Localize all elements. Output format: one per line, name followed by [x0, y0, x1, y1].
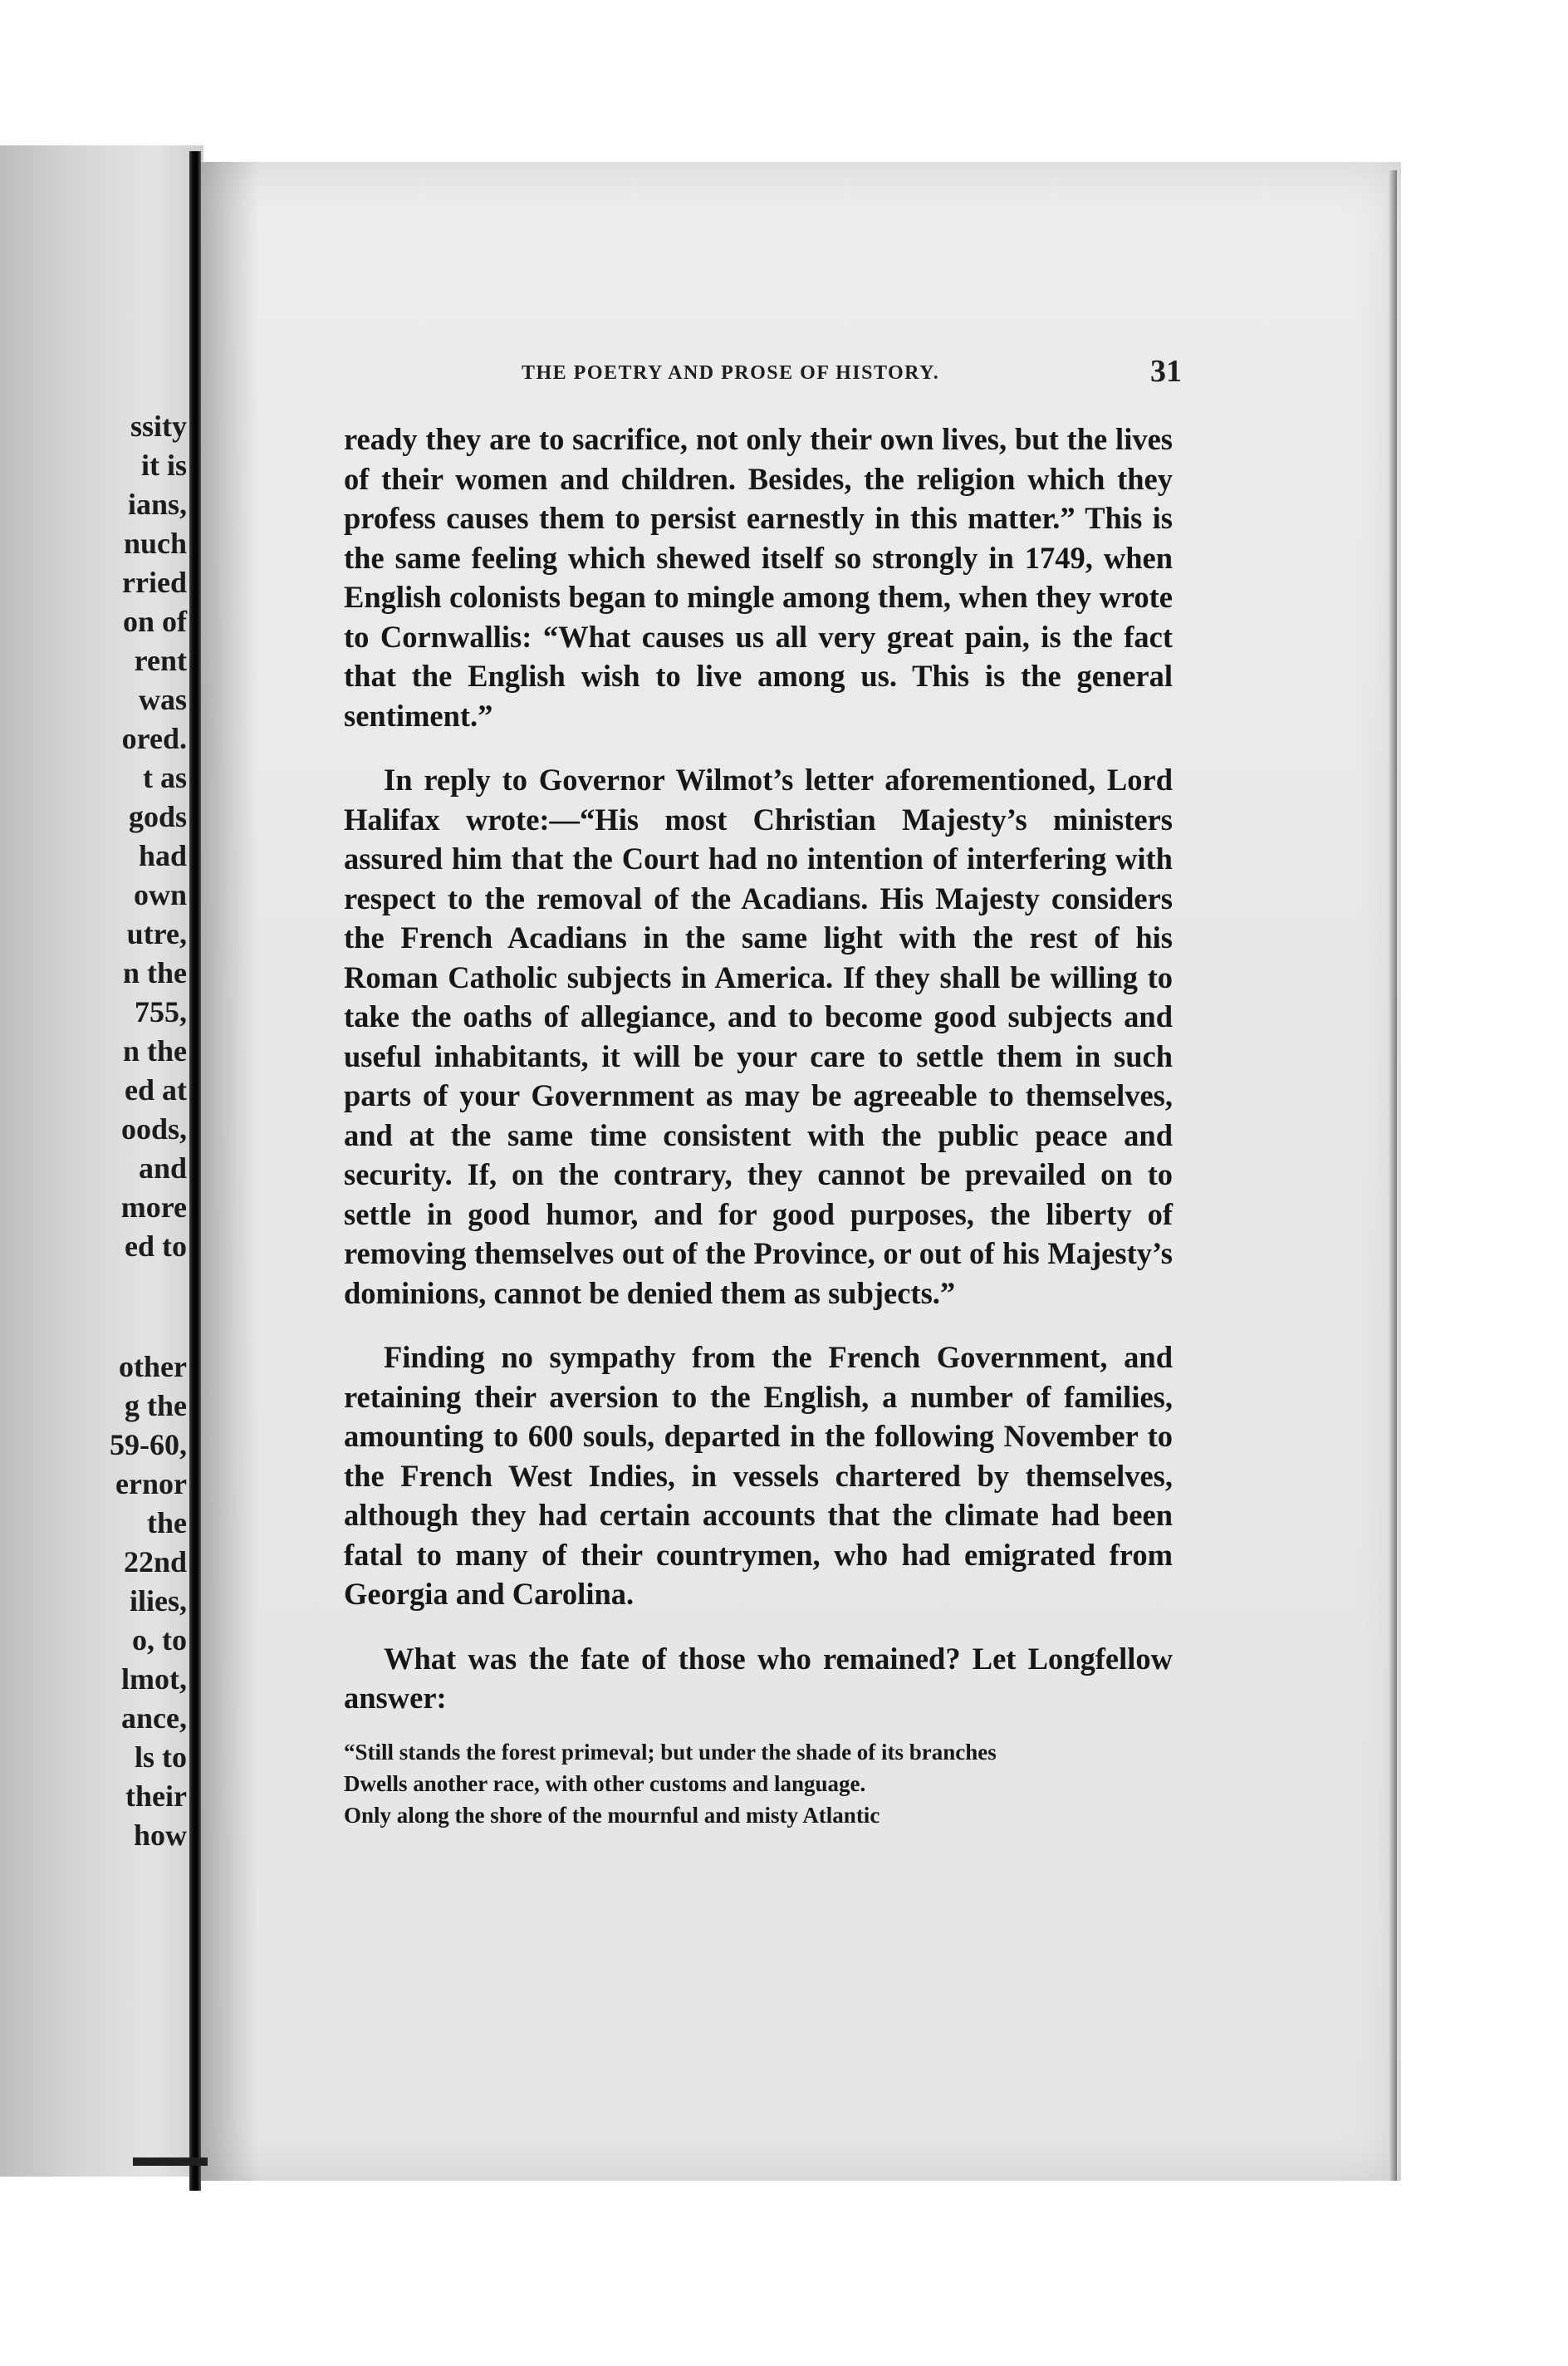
- page-number: 31: [1150, 354, 1182, 389]
- page-body: [344, 420, 1173, 1831]
- left-fragment: on of: [122, 605, 187, 638]
- left-fragment: n the: [122, 956, 187, 989]
- left-fragment: their: [125, 1779, 187, 1813]
- page-edge: [1389, 170, 1397, 2181]
- left-fragment: utre,: [126, 917, 187, 950]
- left-fragment: gods: [128, 800, 187, 833]
- left-fragment: g the: [125, 1389, 187, 1422]
- left-fragment: and: [138, 1151, 187, 1185]
- left-fragment: ians,: [127, 488, 187, 521]
- poem-quotation: [344, 1736, 1173, 1831]
- book-gutter-foot: [133, 2157, 208, 2166]
- left-fragment: other: [119, 1350, 187, 1383]
- left-fragment: rried: [122, 566, 187, 599]
- left-fragment: oods,: [120, 1112, 187, 1146]
- left-fragment: t as: [143, 761, 187, 794]
- left-fragment: ance,: [121, 1701, 187, 1735]
- left-fragment: ls to: [135, 1740, 187, 1774]
- left-fragment: ssity: [130, 410, 187, 443]
- left-fragment: 22nd: [123, 1545, 187, 1578]
- paragraph: ready they are to sacrifice, not only their own lives, but the lives of their women and children. Besides, the religion which they profess causes them to persist earnestly in this matter.” This is the same feeling which shewed itself so strongly in 1749, when English colonists began to mingle among them, when they wrote to Cornwallis: “What causes us all very great pain, is the fact that the English wish to live among us. This is the general sentiment.”: [344, 422, 1173, 733]
- left-fragment: n the: [122, 1034, 187, 1068]
- poem-line: Dwells another race, with other customs and language.: [344, 1770, 866, 1796]
- left-page-text-fragments-top: [0, 407, 187, 1266]
- page-gutter-shadow: [201, 162, 259, 2181]
- paragraph: Finding no sympathy from the French Government, and retaining their aversion to the English, a number of families, amounting to 600 souls, departed in the following November to the French West Indies, in vessels chartered by themselves, although they had certain accounts that the climate had been fatal to many of their countrymen, who had emigrated from Georgia and Carolina.: [344, 1340, 1173, 1611]
- left-fragment: ernor: [115, 1467, 187, 1500]
- poem-line: “Still stands the forest primeval; but under the shade of its branches: [344, 1739, 997, 1765]
- left-fragment: was: [138, 683, 187, 716]
- book-gutter: [189, 151, 201, 2191]
- left-fragment: ed at: [125, 1073, 187, 1107]
- left-fragment: own: [133, 878, 187, 911]
- left-fragment: 59-60,: [110, 1428, 187, 1461]
- left-page-text-fragments-bottom: [0, 1347, 187, 1855]
- left-fragment: ed to: [125, 1230, 187, 1263]
- left-fragment: it is: [140, 449, 187, 482]
- left-fragment: more: [120, 1190, 187, 1224]
- left-fragment: the: [147, 1506, 187, 1539]
- left-fragment: lmot,: [121, 1662, 187, 1696]
- paragraph: What was the fate of those who remained? Let Longfellow answer:: [344, 1641, 1173, 1715]
- left-fragment: rent: [134, 644, 187, 677]
- left-fragment: o, to: [132, 1623, 187, 1657]
- paragraph: In reply to Governor Wilmot’s letter aforementioned, Lord Halifax wrote:—“His most Christian Majesty’s ministers assured him that the Court had no intention of interfering with respect to the removal of the Acadians. His Majesty considers the French Acadians in the same light with the rest of his Roman Catholic subjects in America. If they shall be willing to take the oaths of allegiance, and to become good subjects and useful inhabitants, it will be your care to settle them in such parts of your Government as may be agreeable to themselves, and at the same time consistent with the public peace and security. If, on the contrary, they cannot be prevailed on to settle in good humor, and for good purposes, the liberty of removing themselves out of the Province, or out of his Majesty’s dominions, cannot be denied them as subjects.”: [344, 763, 1173, 1310]
- left-fragment: ored.: [121, 722, 187, 755]
- left-fragment: nuch: [123, 527, 187, 560]
- left-fragment: 755,: [135, 995, 187, 1028]
- left-fragment: had: [138, 839, 187, 872]
- poem-line: Only along the shore of the mournful and misty Atlantic: [344, 1802, 880, 1828]
- running-title: THE POETRY AND PROSE OF HISTORY.: [522, 362, 940, 384]
- left-fragment: how: [133, 1819, 187, 1852]
- left-fragment: ilies,: [130, 1584, 187, 1617]
